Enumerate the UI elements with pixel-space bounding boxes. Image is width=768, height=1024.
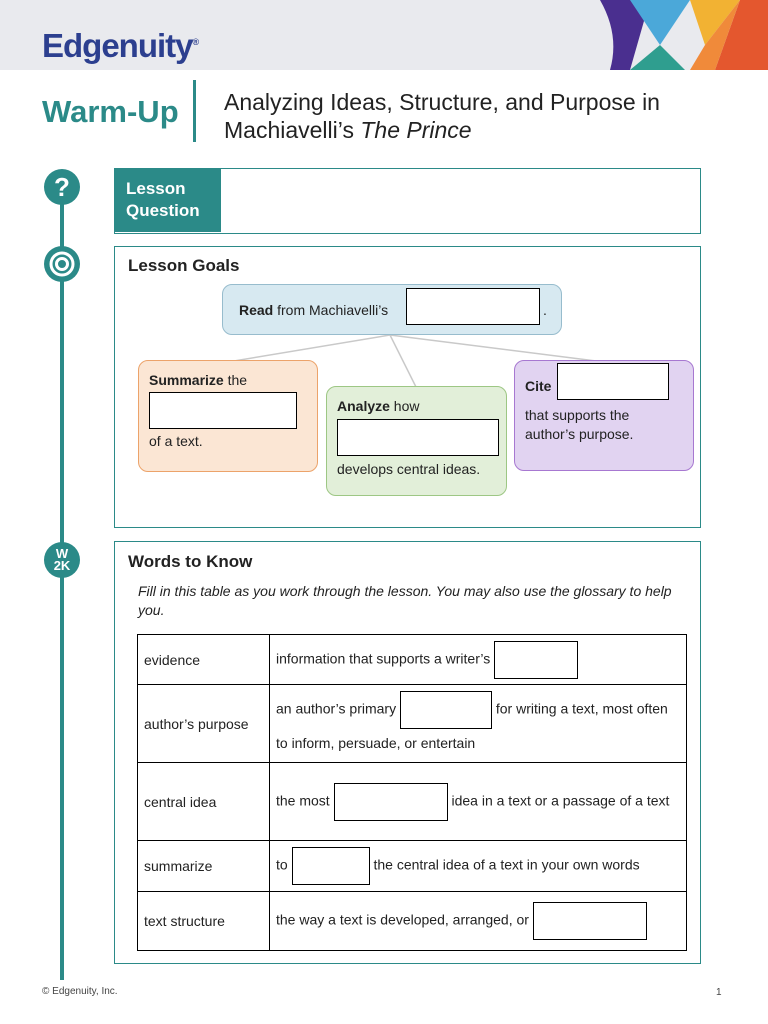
goal-read-period: . <box>543 302 547 318</box>
goal-read <box>222 284 562 335</box>
table-row <box>138 763 687 841</box>
goal-analyze <box>326 386 507 496</box>
table-row <box>138 892 687 951</box>
definition-text: the most <box>276 792 330 809</box>
goal-summarize-after: of a text. <box>149 433 203 449</box>
lesson-goals-heading: Lesson Goals <box>128 256 240 275</box>
words-to-know-heading: Words to Know <box>128 552 253 571</box>
definition-text: an author’s primary <box>276 700 397 717</box>
vocab-term: text structure <box>138 892 270 951</box>
lesson-question-label-line1: Lesson <box>126 179 186 198</box>
footer-copyright: © Edgenuity, Inc. <box>42 986 118 997</box>
definition-text: the way a text is developed, arranged, or <box>276 911 529 928</box>
definition-blank[interactable] <box>334 783 448 821</box>
definition-blank[interactable] <box>292 847 370 885</box>
goal-summarize-rest: the <box>223 372 248 388</box>
lesson-question-label-line2: Question <box>126 201 200 220</box>
goal-analyze-blank[interactable] <box>337 419 499 456</box>
goal-cite <box>514 360 694 471</box>
definition-text-after: the central idea of a text in your own words <box>373 856 640 873</box>
vocab-term: summarize <box>138 841 270 892</box>
goal-analyze-verb: Analyze <box>337 398 390 414</box>
definition-text: information that supports a writer’s <box>276 650 491 667</box>
vocab-term: author’s purpose <box>138 685 270 763</box>
goal-read-text <box>239 301 388 320</box>
vocab-term: evidence <box>138 635 270 685</box>
goal-read-blank[interactable] <box>406 288 540 325</box>
question-icon: ? <box>44 169 80 205</box>
goal-read-rest: from Machiavelli’s <box>273 302 389 318</box>
title-book-name: The Prince <box>360 117 472 143</box>
goal-analyze-text <box>337 397 496 416</box>
goal-analyze-after: develops central ideas. <box>337 461 481 477</box>
title-line2-prefix: Machiavelli’s <box>224 117 361 143</box>
goal-cite-blank[interactable] <box>557 363 669 400</box>
vocabulary-table <box>137 634 687 951</box>
definition-text-after: for writing a text, most often to inform, persuade, or entertain <box>276 700 668 751</box>
goal-read-verb: Read <box>239 302 274 318</box>
goal-summarize-text <box>149 371 307 390</box>
logo-text: Edgenuity <box>42 27 193 64</box>
table-row <box>138 841 687 892</box>
words-to-know-instructions: Fill in this table as you work through the lesson. You may also use the glossary to help you. <box>138 583 672 618</box>
title-line1: Analyzing Ideas, Structure, and Purpose in <box>224 89 660 115</box>
definition-text: to <box>276 856 288 873</box>
table-row <box>138 635 687 685</box>
w2k-top: W <box>55 546 69 561</box>
vocab-definition <box>270 635 687 685</box>
definition-text-after: idea in a text or a passage of a text <box>451 792 670 809</box>
definition-blank[interactable] <box>494 641 578 679</box>
vocab-definition <box>270 892 687 951</box>
vocab-term: central idea <box>138 763 270 841</box>
goal-cite-after: that supports the author’s purpose. <box>525 407 634 442</box>
page-number: 1 <box>716 987 722 998</box>
section-title: Warm-Up <box>42 94 179 129</box>
goal-summarize-blank[interactable] <box>149 392 297 429</box>
definition-blank[interactable] <box>533 902 647 940</box>
table-row <box>138 685 687 763</box>
vocab-definition <box>270 763 687 841</box>
goal-cite-verb: Cite <box>525 378 552 394</box>
registered-mark: ® <box>192 37 199 47</box>
goal-summarize <box>138 360 318 472</box>
vocab-definition <box>270 841 687 892</box>
w2k-bottom: 2K <box>53 558 71 573</box>
goal-analyze-rest: how <box>389 398 420 414</box>
vocab-definition <box>270 685 687 763</box>
goal-summarize-verb: Summarize <box>149 372 224 388</box>
definition-blank[interactable] <box>400 691 492 729</box>
